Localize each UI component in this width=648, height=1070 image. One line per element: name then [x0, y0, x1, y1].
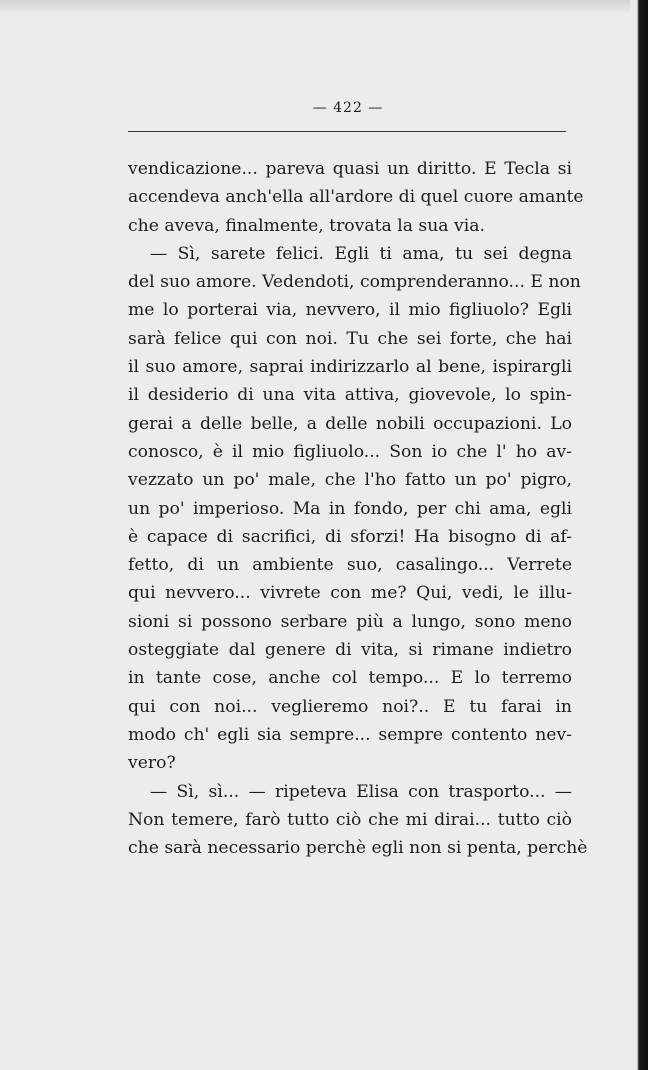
header-rule — [128, 131, 566, 132]
book-binding-edge — [632, 0, 648, 1070]
text-line: un po' imperioso. Ma in fondo, per chi ama, egli — [128, 498, 572, 519]
page-number: — 422 — — [312, 100, 384, 116]
text-line: il suo amore, saprai indirizzarlo al bene, ispirargli — [128, 357, 572, 378]
text-line: osteggiate dal genere di vita, si rimane indietro — [128, 640, 572, 661]
text-line: il desiderio di una vita attiva, giovevole, lo spin- — [128, 385, 572, 406]
text-line: qui nevvero... vivrete con me? Qui, vedi, le illu- — [128, 583, 572, 604]
text-line: in tante cose, anche col tempo... E lo terremo — [128, 668, 572, 689]
text-line: Non temere, farò tutto ciò che mi dirai... tutto ciò — [128, 809, 572, 830]
text-line: è capace di sacrifici, di sforzi! Ha bisogno di af- — [128, 526, 572, 547]
text-line: modo ch' egli sia sempre... sempre contento nev- — [128, 724, 572, 745]
text-line: vezzato un po' male, che l'ho fatto un po' pigro, — [128, 470, 572, 491]
text-line: fetto, di un ambiente suo, casalingo... Verrete — [128, 555, 572, 576]
text-line: accendeva anch'ella all'ardore di quel cuore amante — [128, 187, 584, 208]
text-line: del suo amore. Vedendoti, comprenderanno... E non — [128, 272, 581, 293]
text-line: che sarà necessario perchè egli non si penta, perchè — [128, 838, 588, 859]
text-line: me lo porterai via, nevvero, il mio figliuolo? Egli — [128, 300, 572, 321]
text-line: che aveva, finalmente, trovata la sua via. — [128, 215, 485, 236]
text-line: conosco, è il mio figliuolo... Son io che l' ho av- — [128, 441, 572, 462]
body-text — [128, 155, 588, 862]
text-line: vendicazione... pareva quasi un diritto. E Tecla si — [128, 159, 572, 179]
page-top-shadow — [0, 0, 630, 14]
text-line: qui con noi... veglieremo noi?.. E tu farai in — [128, 696, 572, 717]
text-line: — Sì, sarete felici. Egli ti ama, tu sei degna — [150, 243, 572, 264]
text-line: sarà felice qui con noi. Tu che sei forte, che hai — [128, 328, 572, 349]
text-line: — Sì, sì... — ripeteva Elisa con trasporto... — — [150, 781, 572, 802]
text-line: vero? — [128, 753, 176, 774]
text-line: gerai a delle belle, a delle nobili occupazioni. Lo — [128, 413, 572, 434]
text-line: sioni si possono serbare più a lungo, sono meno — [128, 611, 572, 632]
